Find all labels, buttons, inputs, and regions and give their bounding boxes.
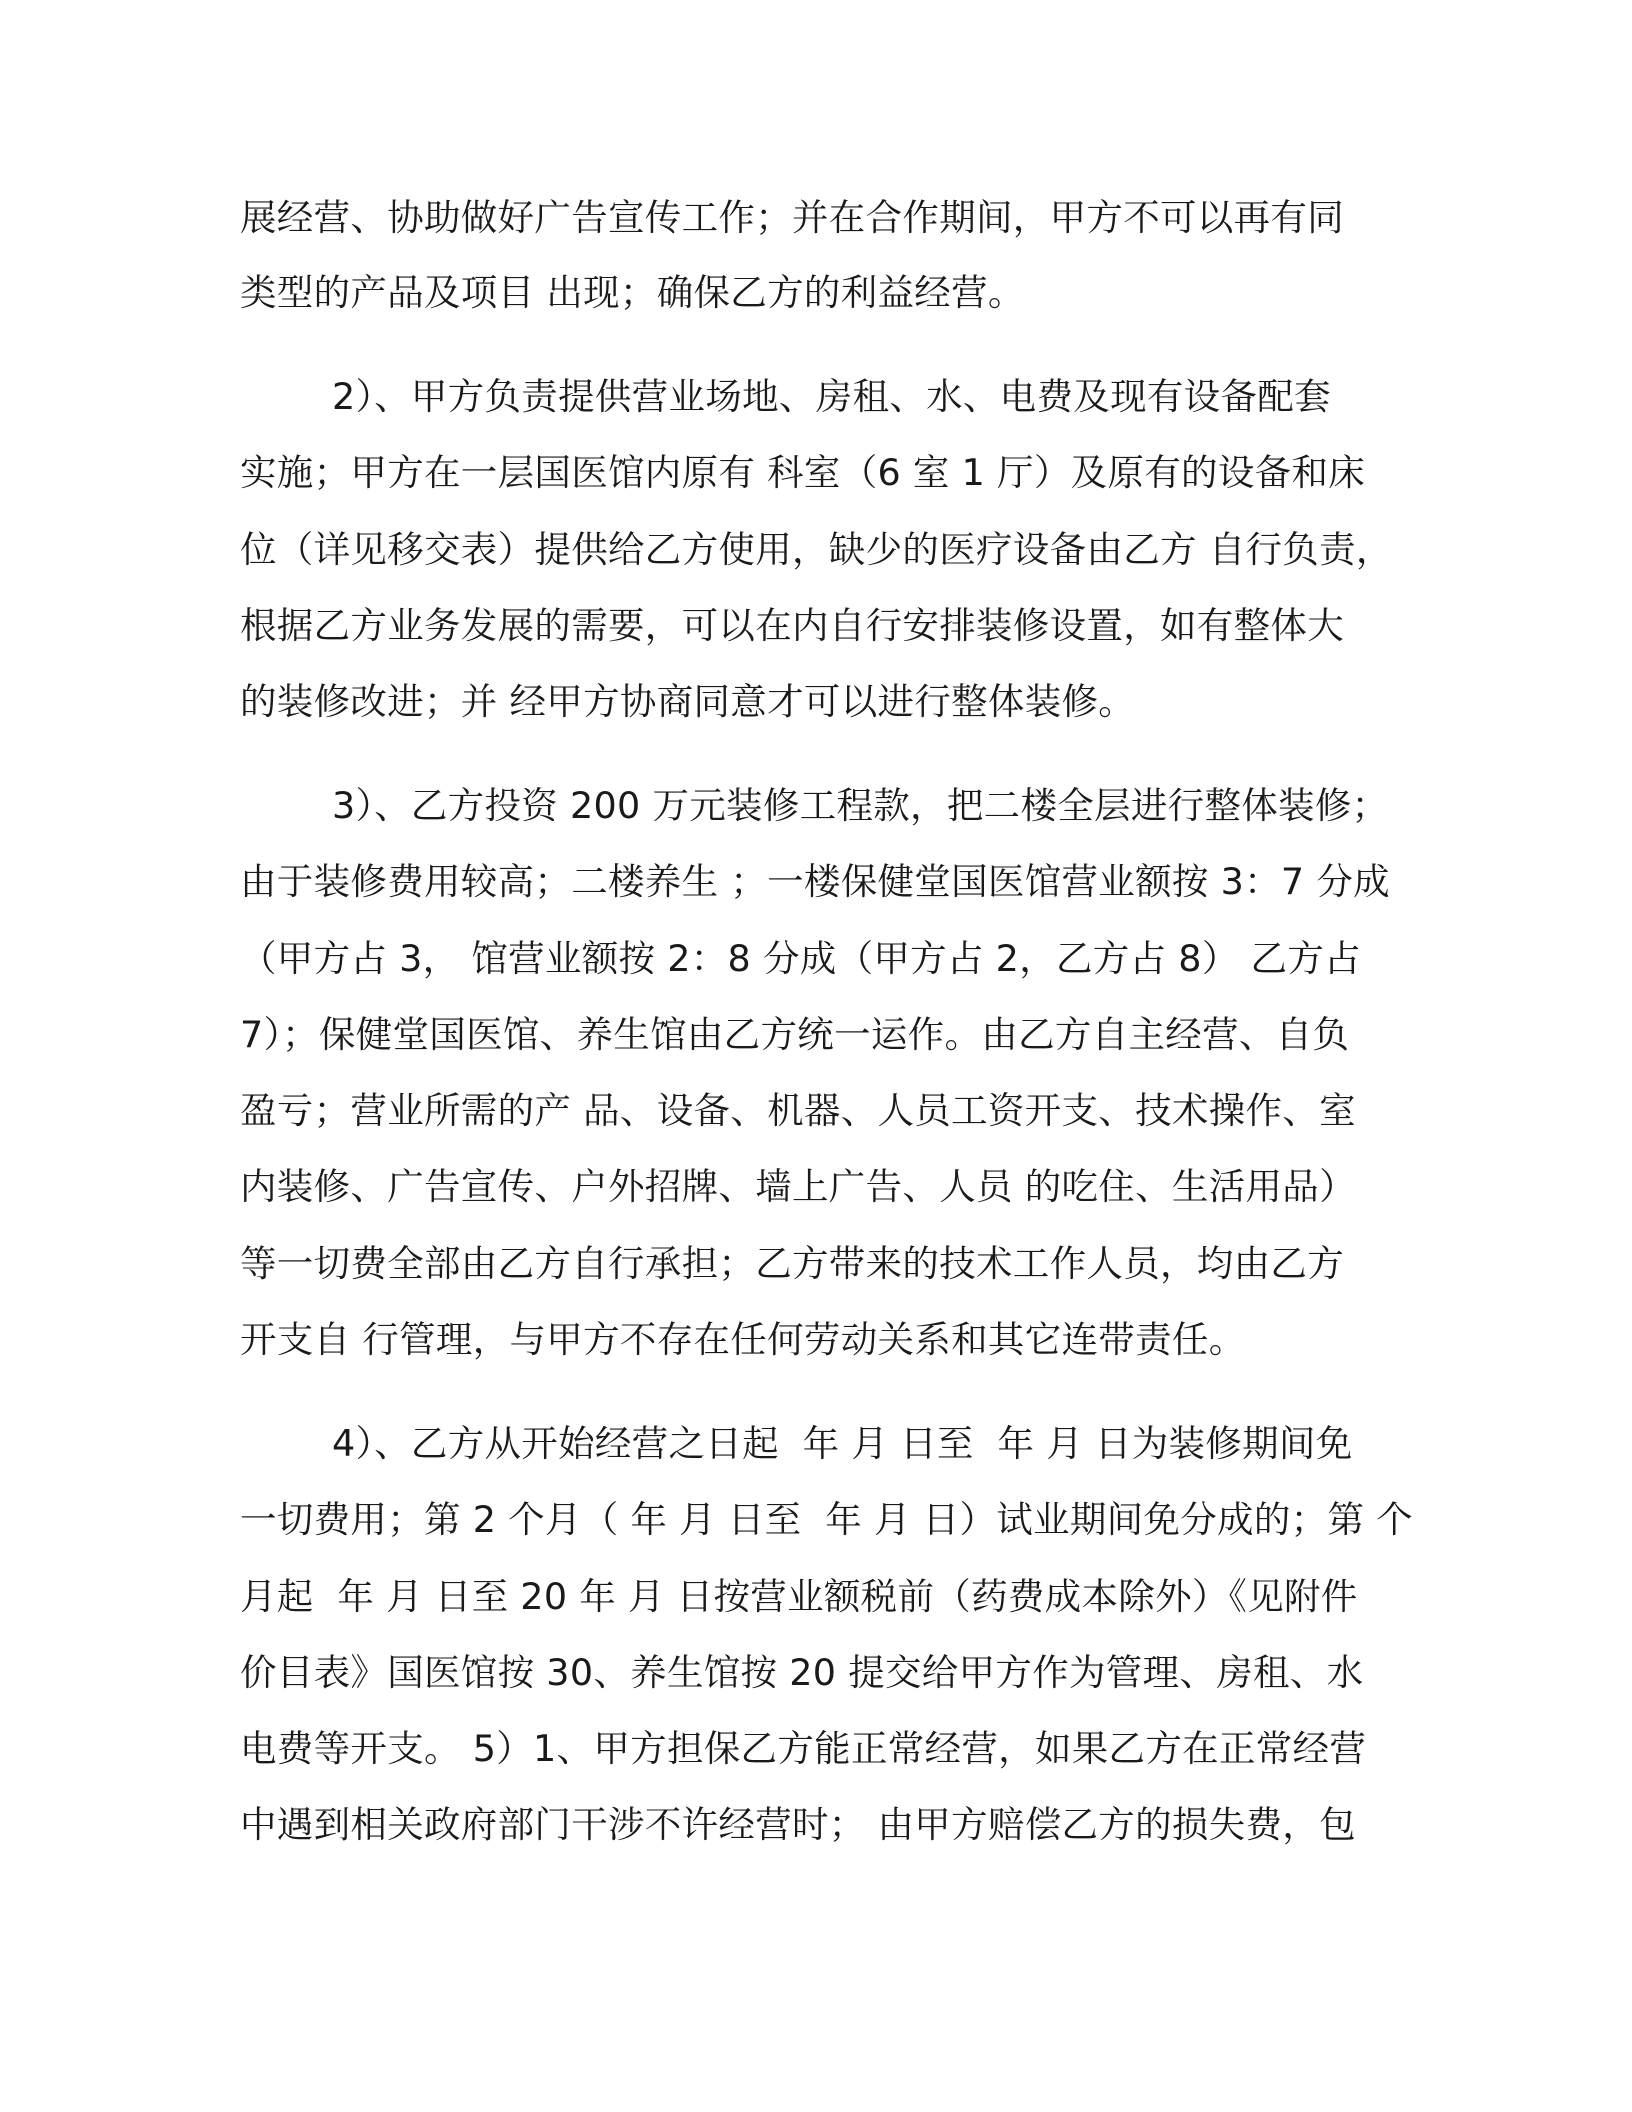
text-line: 4）、乙方从开始经营之日起 年 月 日至 年 月 日为装修期间免 <box>332 1422 1353 1465</box>
text-line: （甲方占 3， 馆营业额按 2：8 分成（甲方占 2，乙方占 8） 乙方占 <box>240 937 1361 980</box>
text-line: 盈亏；营业所需的产 品、设备、机器、人员工资开支、技术操作、室 <box>240 1089 1356 1132</box>
text-line: 等一切费全部由乙方自行承担；乙方带来的技术工作人员，均由乙方 <box>240 1242 1344 1285</box>
text-line: 的装修改进；并 经甲方协商同意才可以进行整体装修。 <box>240 680 1136 723</box>
text-line: 3）、乙方投资 200 万元装修工程款，把二楼全层进行整体装修； <box>332 784 1389 827</box>
text-line: 开支自 行管理，与甲方不存在任何劳动关系和其它连带责任。 <box>240 1318 1246 1361</box>
text-line: 实施；甲方在一层国医馆内原有 科室（6 室 1 厅）及原有的设备和床 <box>240 451 1366 494</box>
text-line: 由于装修费用较高；二楼养生 ；一楼保健堂国医馆营业额按 3：7 分成 <box>240 860 1390 903</box>
text-line: 电费等开支。 5）1、甲方担保乙方能正常经营，如果乙方在正常经营 <box>240 1727 1367 1770</box>
text-line: 中遇到相关政府部门干涉不许经营时； 由甲方赔偿乙方的损失费，包 <box>240 1803 1356 1846</box>
text-line: 根据乙方业务发展的需要，可以在内自行安排装修设置，如有整体大 <box>240 604 1344 647</box>
text-line: 展经营、协助做好广告宣传工作；并在合作期间，甲方不可以再有同 <box>240 196 1344 239</box>
text-line: 价目表》国医馆按 30、养生馆按 20 提交给甲方作为管理、房租、水 <box>240 1651 1364 1694</box>
text-line: 内装修、广告宣传、户外招牌、墙上广告、人员 的吃住、生活用品） <box>240 1165 1356 1208</box>
text-line: 类型的产品及项目 出现；确保乙方的利益经营。 <box>240 271 1025 314</box>
text-line: 月起 年 月 日至 20 年 月 日按营业额税前（药费成本除外）《见附件 <box>240 1575 1358 1618</box>
text-line: 2）、甲方负责提供营业场地、房租、水、电费及现有设备配套 <box>332 375 1331 418</box>
text-line: 位（详见移交表）提供给乙方使用，缺少的医疗设备由乙方 自行负责， <box>240 528 1393 571</box>
text-line: 一切费用；第 2 个月（ 年 月 日至 年 月 日）试业期间免分成的；第 个 <box>240 1498 1413 1541</box>
text-line: 7）；保健堂国医馆、养生馆由乙方统一运作。由乙方自主经营、自负 <box>240 1013 1350 1056</box>
